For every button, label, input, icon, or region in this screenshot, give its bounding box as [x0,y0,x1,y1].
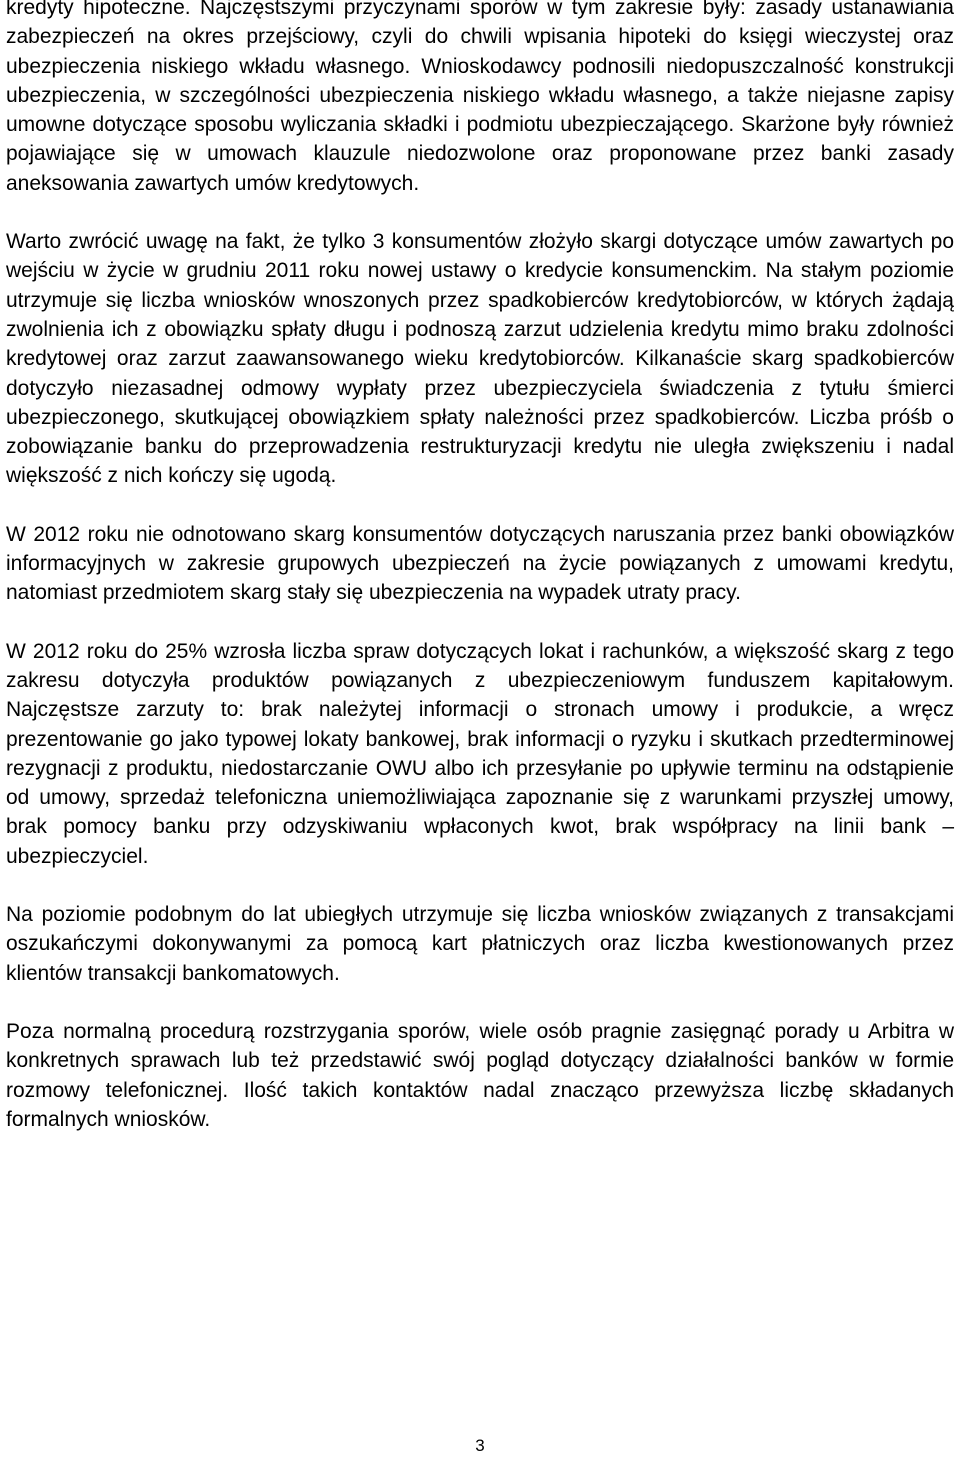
paragraph-insurance-2012: W 2012 roku nie odnotowano skarg konsumentów dotyczących naruszania przez banki obowiązków informacyjnych w zakresie grupowych ubezpieczeń na życie powiązanych z umowami kredytu, natomiast przedmiotem skarg stały się ubezpieczenia na wypadek utraty pracy. [6,522,954,605]
paragraph-deposits-accounts: W 2012 roku do 25% wzrosła liczba spraw dotyczących lokat i rachunków, a większość skarg z tego zakresu dotyczyła produktów powiązanych z ubezpieczeniowym funduszem kapitałowym. Najczęstsze zarzuty to: brak należytej informacji o stronach umowy i produkcie, a wręcz prezentowanie go jako typowej lokaty bankowej, brak informacji o ryzyku i skutkach przedterminowej rezygnacji z produktu, niedostarczanie OWU albo ich przesyłanie po upływie terminu na odstąpienie od umowy, sprzedaż telefoniczna uniemożliwiająca zapoznanie się z warunkami przyszłej umowy, brak pomocy banku przy odzyskiwaniu wpłaconych kwot, brak współpracy na linii bank – ubezpieczyciel. [6,639,954,868]
paragraph-consumer-credit: Warto zwrócić uwagę na fakt, że tylko 3 konsumentów złożyło skargi dotyczące umów zawartych po wejściu w życie w grudniu 2011 roku nowej ustawy o kredycie konsumenckim. Na stałym poziomie utrzymuje się liczba wniosków wnoszonych przez spadkobierców kredytobiorców, w których żądają zwolnienia ich z obowiązku spłaty długu i podnoszą zarzut udzielenia kredytu mimo braku zdolności kredytowej oraz zarzut zaawansowanego wieku kredytobiorców. Kilkanaście skarg spadkobierców dotyczyło niezasadnej odmowy wypłaty przez ubezpieczyciela świadczenia z tytułu śmierci ubezpieczonego, skutkującej obowiązkiem spłaty należności przez spadkobierców. Liczba próśb o zobowiązanie banku do przeprowadzenia restrukturyzacji kredytu nie uległa zwiększeniu i nadal większość z nich kończy się ugodą. [6,230,954,488]
paragraph-phone-advice: Poza normalną procedurą rozstrzygania sporów, wiele osób pragnie zasięgnąć porady u Arbitra w konkretnych sprawach lub też przedstawić swój pogląd dotyczący działalności banków w formie rozmowy telefonicznej. Ilość takich kontaktów nadal znacząco przewyższa liczbę składanych formalnych wniosków. [6,1019,954,1131]
paragraph-mortgage-disputes: kredyty hipoteczne. Najczęstszymi przyczynami sporów w tym zakresie były: zasady ustanawiania zabezpieczeń na okres przejściowy, czyli do chwili wpisania hipoteki do księgi wieczystej oraz ubezpieczenia niskiego wkładu własnego. Wnioskodawcy podnosili niedopuszczalność konstrukcji ubezpieczenia, w szczególności ubezpieczenia niskiego wkładu własnego, a także niejasne zapisy umowne dotyczące sposobu wyliczania składki i podmiotu ubezpieczającego. Skarżone były również pojawiające się w umowach klauzule niedozwolone oraz proponowane przez banki zasady aneksowania zawartych umów kredytowych. [6,0,954,195]
paragraph-card-fraud: Na poziomie podobnym do lat ubiegłych utrzymuje się liczba wniosków związanych z transakcjami oszukańczymi dokonywanymi za pomocą kart płatniczych oraz liczba kwestionowanych przez klientów transakcji bankomatowych. [6,903,954,985]
page-number: 3 [475,1436,485,1455]
